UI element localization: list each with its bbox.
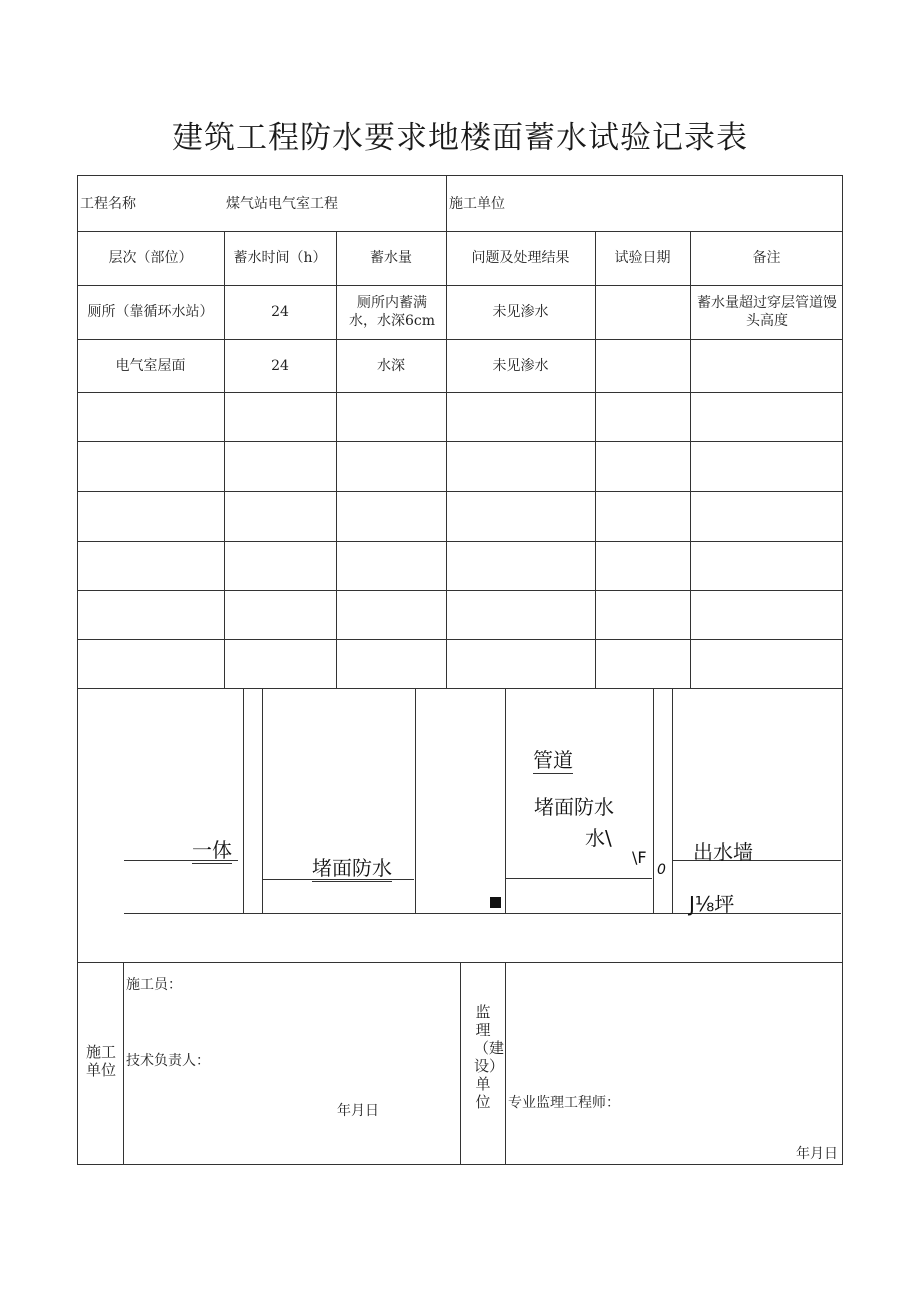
col-divider — [595, 231, 596, 688]
row-divider — [77, 441, 843, 442]
sketch-label: 0 — [657, 862, 666, 878]
filled-square-icon — [490, 897, 501, 908]
sketch-line — [653, 688, 654, 913]
project-name-value: 煤气站电气室工程 — [226, 196, 338, 212]
sketch-label: 出水墙 — [693, 840, 753, 864]
column-header: 层次（部位） — [108, 250, 193, 266]
sign-date: 年月日 — [337, 1103, 379, 1119]
table-cell: 电气室屋面 — [115, 358, 186, 374]
col-divider — [505, 962, 506, 1165]
table-cell: 未见渗水 — [492, 304, 549, 320]
row-divider — [77, 285, 843, 286]
column-header: 试验日期 — [614, 250, 671, 266]
sketch-line — [505, 688, 506, 913]
column-header: 蓄水时间（h） — [233, 250, 327, 266]
tech-lead-label: 技术负责人： — [126, 1053, 210, 1069]
table-cell: 水深 — [377, 358, 405, 374]
column-header: 备注 — [752, 250, 781, 266]
sketch-label: 堵面防水 — [312, 852, 392, 882]
sketch-label: 管道 — [533, 744, 573, 774]
supervision-unit-label: 监理（建设）单位 — [474, 1003, 505, 1111]
form-title: 建筑工程防水要求地楼面蓄水试验记录表 — [172, 120, 748, 156]
col-divider — [690, 231, 691, 688]
table-cell: 蓄水量超过穿层管道馒头高度 — [697, 295, 837, 329]
row-divider — [77, 392, 843, 393]
sketch-line — [506, 878, 652, 879]
construction-unit-label: 施工单位 — [85, 1043, 116, 1079]
sketch-line — [415, 688, 416, 913]
contractor-label: 施工单位 — [449, 196, 505, 212]
row-divider — [77, 339, 843, 340]
col-divider — [224, 231, 225, 688]
row-divider — [77, 491, 843, 492]
sketch-label: 一体 — [192, 834, 232, 864]
sketch-line — [243, 688, 244, 913]
constructor-label: 施工员： — [126, 977, 182, 993]
row-divider — [77, 541, 843, 542]
col-divider — [446, 231, 447, 688]
project-name-label: 工程名称 — [80, 196, 136, 212]
col-divider — [460, 962, 461, 1165]
row-divider — [77, 590, 843, 591]
row-divider — [77, 639, 843, 640]
table-cell: 24 — [271, 304, 289, 320]
row-divider — [77, 231, 843, 232]
sketch-label: 水\ — [585, 826, 612, 850]
supervisor-label: 专业监理工程师： — [508, 1095, 620, 1111]
col-divider — [123, 962, 124, 1165]
sketch-label: 堵面防水 — [534, 795, 614, 819]
row-divider — [77, 688, 843, 689]
table-cell: 24 — [271, 358, 289, 374]
sketch-line — [262, 688, 263, 913]
table-cell: 厕所（靠循环水站） — [87, 304, 214, 320]
col-divider — [336, 231, 337, 688]
sketch-line — [672, 688, 673, 913]
sign-date: 年月日 — [796, 1146, 838, 1162]
sketch-label: J⅛坪 — [689, 892, 735, 916]
column-header: 问题及处理结果 — [471, 250, 570, 266]
sketch-label: \F — [632, 848, 647, 867]
table-cell: 厕所内蓄满水，水深6cm — [348, 295, 436, 329]
col-divider — [446, 175, 447, 231]
column-header: 蓄水量 — [370, 250, 412, 266]
table-cell: 未见渗水 — [492, 358, 549, 374]
